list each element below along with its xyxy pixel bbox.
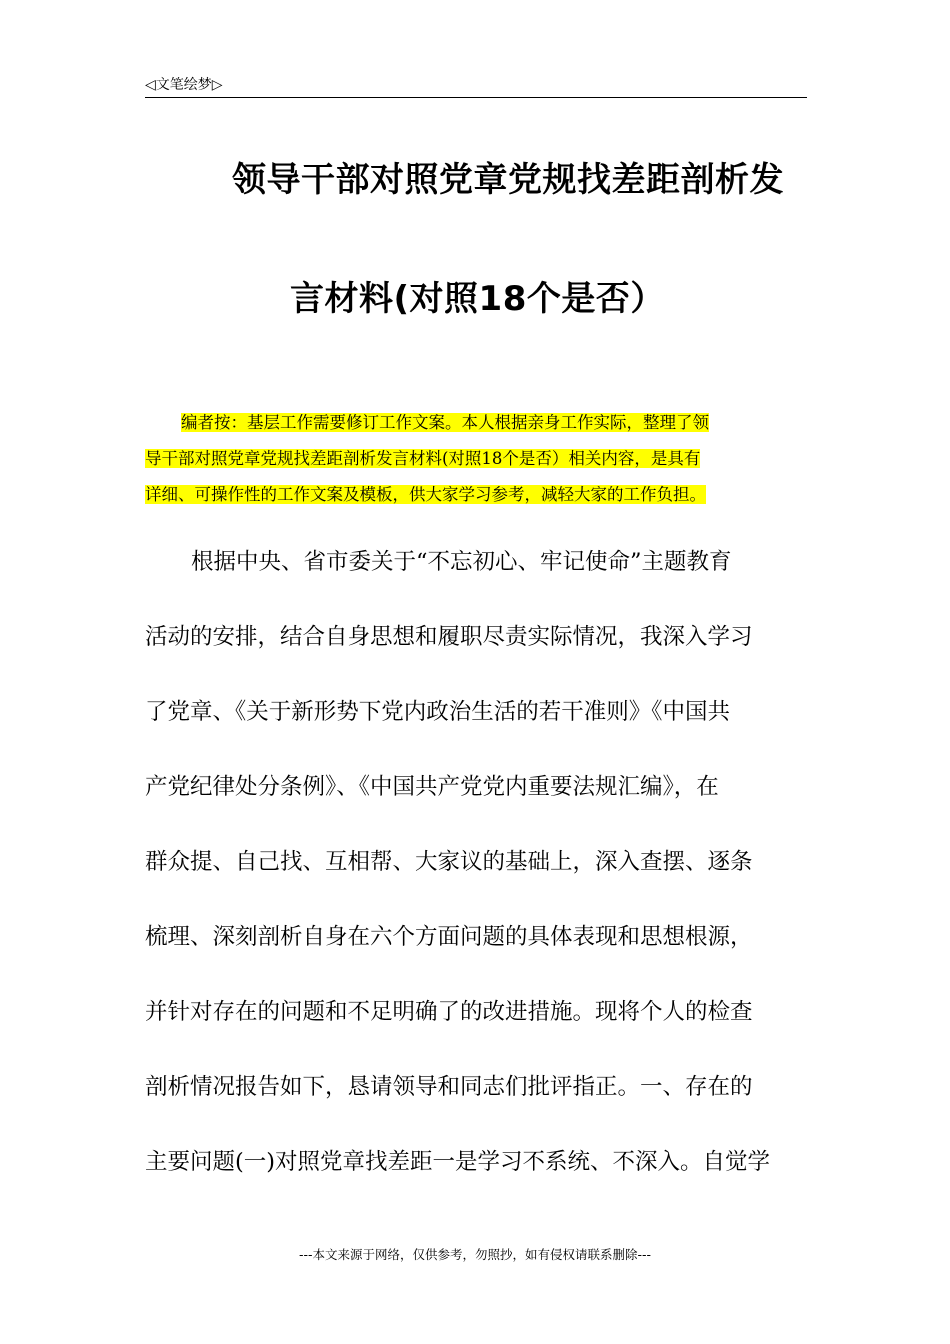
highlighted-text: 编者按：基层工作需要修订工作文案。本人根据亲身工作实际，整理了领: [181, 413, 709, 432]
body-line: 群众提、自己找、互相帮、大家议的基础上，深入查摆、逐条: [145, 849, 753, 875]
footer-disclaimer: ---本文来源于网络，仅供参考，勿照抄，如有侵权请联系删除---: [298, 1247, 652, 1262]
body-line: 了党章、《关于新形势下党内政治生活的若干准则》《中国共: [145, 699, 731, 725]
header-mark: ◁文笔绘梦▷: [145, 77, 223, 93]
body-line: 主要问题(一)对照党章找差距一是学习不系统、不深入。自觉学: [145, 1149, 771, 1175]
header-divider: [145, 97, 807, 98]
body-line: 梳理、深刻剖析自身在六个方面问题的具体表现和思想根源，: [145, 924, 753, 950]
body-line: 产党纪律处分条例》、《中国共产党党内重要法规汇编》，在: [145, 774, 719, 800]
body-paragraph: [145, 525, 807, 1200]
editor-note-line: [145, 477, 807, 513]
body-line: 活动的安排，结合自身思想和履职尽责实际情况，我深入学习: [145, 624, 753, 650]
editor-note-line: [145, 405, 807, 441]
highlighted-text: 详细、可操作性的工作文案及模板，供大家学习参考，减轻大家的工作负担。: [145, 485, 706, 504]
body-line: 剖析情况报告如下，恳请领导和同志们批评指正。一、存在的: [145, 1074, 753, 1100]
body-line: 并针对存在的问题和不足明确了的改进措施。现将个人的检查: [145, 999, 753, 1025]
editor-note-line: [145, 441, 807, 477]
document-title-line-1: 领导干部对照党章党规找差距剖析发: [232, 160, 784, 200]
editor-note: [145, 405, 807, 513]
document-title-line-2: 言材料(对照18个是否）: [290, 279, 665, 319]
highlighted-text: 导干部对照党章党规找差距剖析发言材料(对照18个是否）相关内容，是具有: [145, 449, 701, 468]
body-line: 根据中央、省市委关于“不忘初心、牢记使命”主题教育: [191, 549, 732, 575]
